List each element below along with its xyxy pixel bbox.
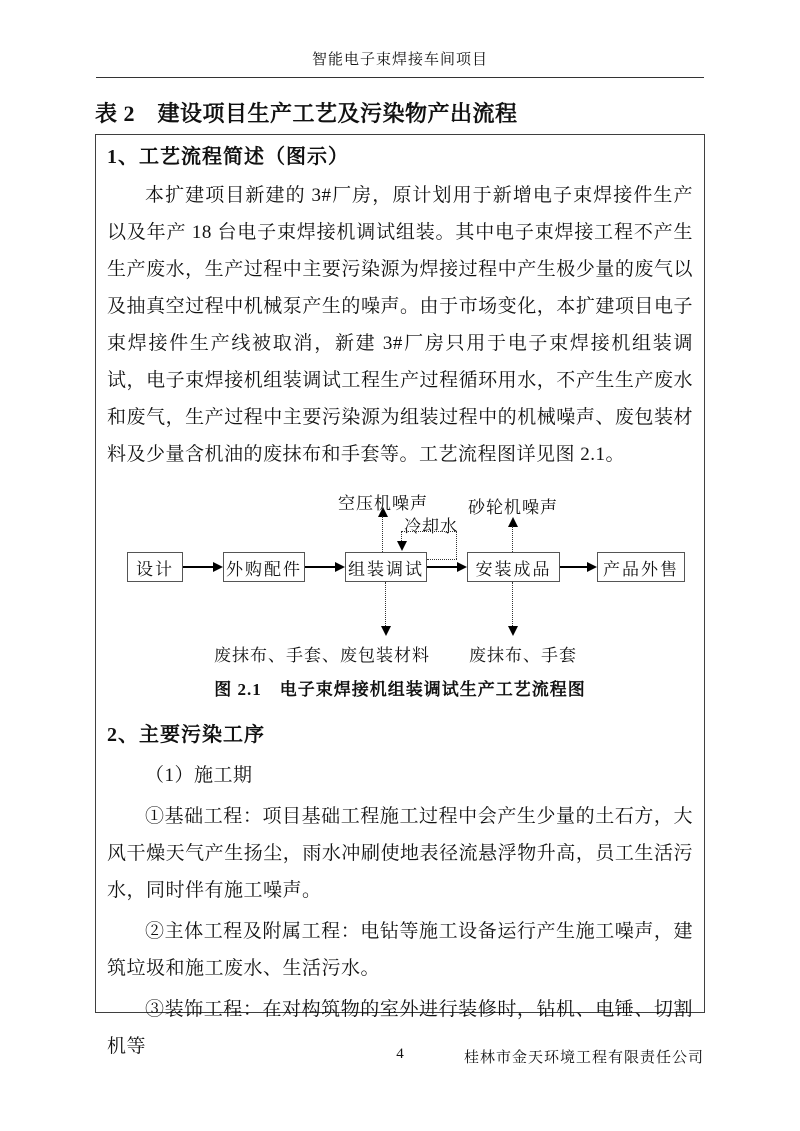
construction-item-decoration: ③装饰工程：在对构筑物的室外进行装修时，钻机、电锤、切割机等 — [107, 999, 693, 1057]
process-flow-diagram — [107, 485, 693, 709]
arrowhead-up-icon — [508, 517, 518, 527]
arrowhead-right-icon — [457, 562, 467, 572]
section1-heading: 1、工艺流程简述（图示） — [107, 146, 349, 168]
section2-heading: 2、主要污染工序 — [107, 724, 265, 746]
doc-title: 表 2 建设项目生产工艺及污染物产出流程 — [95, 101, 518, 126]
section2-subheading: （1）施工期 — [145, 765, 253, 786]
construction-item-foundation: ①基础工程：项目基础工程施工过程中会产生少量的土石方，大风干燥天气产生扬尘，雨水冲刷使地表径流悬浮物升高，员工生活污水，同时伴有施工噪声。 — [107, 806, 693, 901]
flow-node-install: 安装成品 — [467, 552, 560, 582]
label-install-waste: 废抹布、手套 — [469, 646, 577, 665]
flow-node-assembly: 组装调试 — [345, 552, 427, 582]
figure-caption: 图 2.1 电子束焊接机组装调试生产工艺流程图 — [214, 680, 586, 699]
flow-node-purchase: 外购配件 — [223, 552, 305, 582]
footer-company-name: 桂林市金天环境工程有限责任公司 — [463, 1050, 704, 1066]
arrowhead-down-icon — [397, 541, 407, 551]
arrowhead-down-icon — [381, 626, 391, 636]
cooling-loop-bottom-line — [427, 559, 457, 560]
construction-item-main-works: ②主体工程及附属工程：电钻等施工设备运行产生施工噪声，建筑垃圾和施工废水、生活污水。 — [107, 921, 693, 979]
section1-paragraph: 本扩建项目新建的 3#厂房，原计划用于新增电子束焊接件生产以及年产 18 台电子束焊接机调试组装。其中电子束焊接工程不产生生产废水，生产过程中主要污染源为焊接过程中产生极少量的废气以及抽真空过程中机械泵产生的噪声。由于市场变化，本扩建项目电子束焊接件生产线被取消，新建 3#厂房只用于电子束焊接机组装调试，电子束焊接机组装调试工程生产过程循环用水，不产生生产废水和废气，生产过程中主要污染源为组装过程中的机械噪声、废包装材料及少量含机油的废抹布和手套等。工艺流程图详见图 2.1。 — [107, 185, 693, 465]
arrowhead-up-icon — [378, 507, 388, 517]
flow-connector-1 — [183, 566, 213, 568]
waste-line-install — [512, 582, 513, 626]
flow-connector-2 — [305, 566, 335, 568]
page-header — [96, 48, 704, 78]
header-project-title: 智能电子束焊接车间项目 — [311, 52, 488, 68]
cooling-loop-top-line — [401, 531, 457, 532]
arrowhead-right-icon — [587, 562, 597, 572]
page-footer — [96, 1046, 704, 1066]
label-compressor-noise: 空压机噪声 — [338, 494, 428, 513]
flow-connector-3 — [427, 566, 457, 568]
cooling-loop-left-line — [401, 531, 402, 541]
cooling-loop-right-line — [456, 531, 457, 559]
flow-node-design: 设计 — [127, 552, 183, 582]
emission-line-grinder — [512, 526, 513, 552]
emission-line-compressor — [382, 516, 383, 552]
flow-node-sale: 产品外售 — [597, 552, 685, 582]
content-table-box — [95, 134, 705, 1057]
arrowhead-right-icon — [213, 562, 223, 572]
label-grinder-noise: 砂轮机噪声 — [468, 498, 558, 517]
flow-connector-4 — [560, 566, 587, 568]
label-cooling-water: 冷却水 — [404, 517, 458, 536]
page-number: 4 — [396, 1046, 404, 1062]
arrowhead-right-icon — [335, 562, 345, 572]
arrowhead-down-icon — [508, 626, 518, 636]
label-assembly-waste: 废抹布、手套、废包装材料 — [214, 646, 430, 665]
waste-line-assembly — [385, 582, 386, 626]
